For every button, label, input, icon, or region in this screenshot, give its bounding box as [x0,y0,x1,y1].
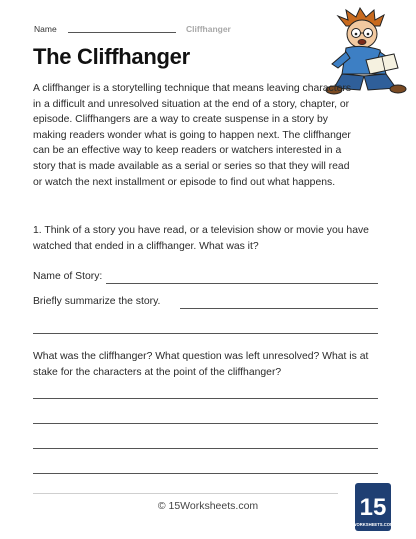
story-name-label: Name of Story: [33,271,103,282]
cliffhanger-answer-line[interactable] [33,473,378,474]
worksheet-title: The Cliffhanger [33,44,190,69]
story-name-answer-line[interactable] [106,283,378,284]
15worksheets-logo [352,483,394,531]
footer-divider [33,493,338,494]
svg-text:WORKSHEETS.COM: WORKSHEETS.COM [352,522,394,527]
summary-answer-line[interactable] [180,308,378,309]
summary-answer-line[interactable] [33,333,378,334]
cliffhanger-answer-line[interactable] [33,398,378,399]
question-2: What was the cliffhanger? What question was left unresolved? What is at stake for the characters at the point of the cliffhanger? [33,351,369,378]
name-label: Name [34,24,57,34]
question-1: 1. Think of a story you have read, or a television show or movie you have watched that ended in a cliffhanger. What was it? [33,225,369,252]
intro-paragraph: A cliffhanger is a storytelling technique that means leaving characters in a difficult and unresolved situation at the end of a story, chapter, or episode. Cliffhangers are a way to create suspense in a story by making readers wonder what is going to happen next. The cliffhanger can be an effective way to keep readers or watchers interested in a story that is made available as a serial or series so that they will read or watch the next installment or episode to find out what happens. [33,83,352,188]
footer-copyright: © 15Worksheets.com [157,500,259,512]
cliffhanger-answer-line[interactable] [33,423,378,424]
worksheet-topic: Cliffhanger [186,24,231,34]
name-answer-line[interactable] [68,32,176,33]
summarize-label: Briefly summarize the story. [33,296,161,307]
cliffhanger-answer-line[interactable] [33,448,378,449]
svg-text:15: 15 [359,494,387,521]
